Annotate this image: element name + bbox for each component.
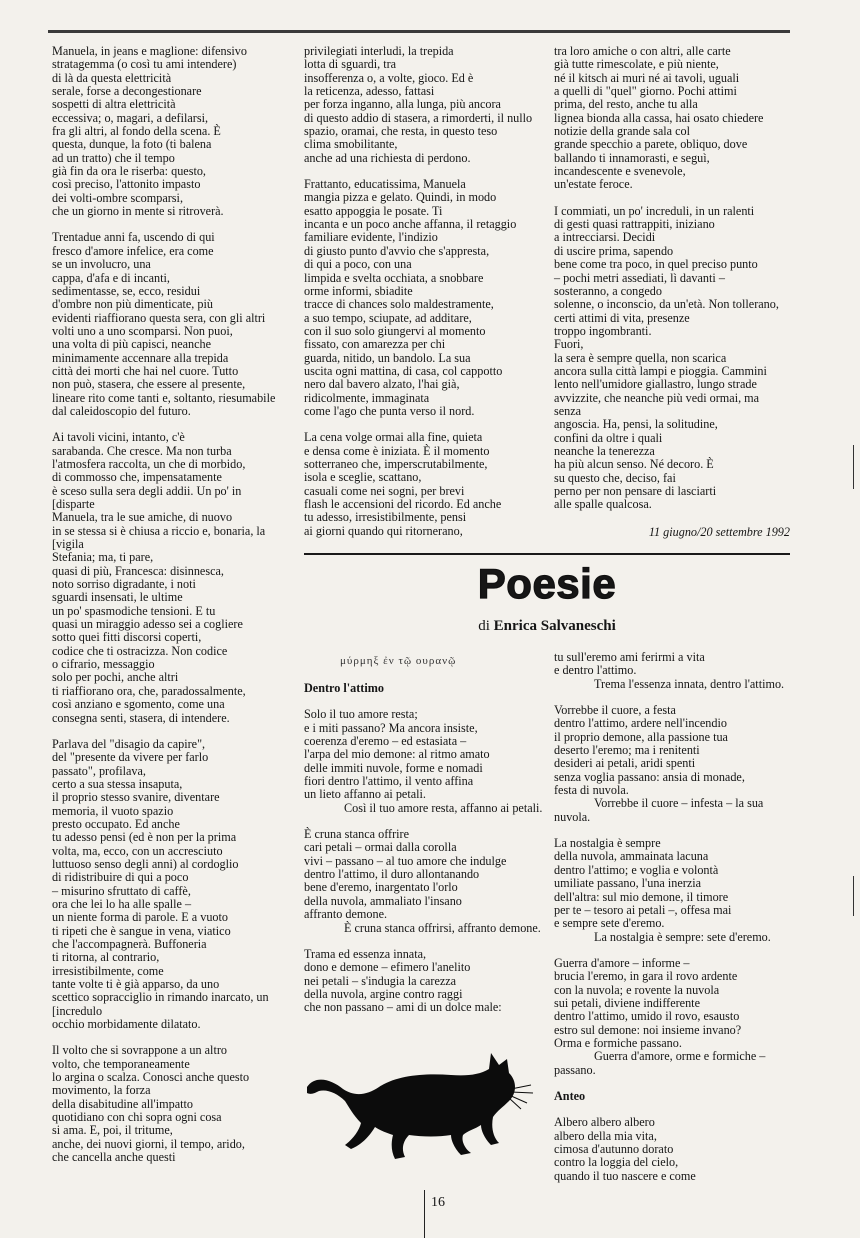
top-rule — [48, 30, 790, 33]
prose-paragraph: privilegiati interludi, la trepida lotta di sguardi, tra insofferenza o, a volte, gioco. Ed è la reticenza, adesso, fattasi per forza inganno, alla lunga, più ancora di questo addio di stasera, a rimorderti, il nullo spazio, oramai, che resta, in questo teso clima smobilitante, anche ad una richiesta di perdono. — [304, 44, 533, 165]
margin-bracket — [845, 876, 854, 916]
poem-stanza: Guerra d'amore – informe – brucia l'eremo, in gara il rovo ardente con la nuvola; e rovente la nuvola sui petali, diviene indifferente dentro l'attimo, umido il rovo, esausto estro sul demone: noi insieme invano? Orma e formiche passano. Guerra d'amore, orme e formiche – passano. — [554, 955, 766, 1077]
prose-paragraph: I commiati, un po' increduli, in un ralenti di gesti quasi rattrappiti, iniziano a intrecciarsi. Decidi di uscire prima, sapendo bene come tra poco, in quel preciso punto – pochi metri assediati, lì davanti – sosteranno, a congedo solenne, o inconscio, da un'età. Non tollerano, certi attimi di vita, presenze troppo ingombranti. Fuori, la sera è sempre quella, non scarica ancora sulla città lampi e pioggia. Cammini lento nell'umidore giallastro, lungo strade avvizzite, che neanche più vedi ormai, ma senza angoscia. Ha, pensi, la solitudine, confini da oltre i quali neanche la tenerezza ha più alcun senso. Né decoro. È su questo che, deciso, fai perno per non pensare di lasciarti alle spalle qualcosa. — [554, 203, 779, 512]
poem-title: Dentro l'attimo — [304, 681, 384, 695]
poem-stanza: Solo il tuo amore resta; e i miti passano? Ma ancora insiste, coerenza d'eremo – ed estasiata – l'arpa del mio demone: al ritmo amato delle immiti nuvole, forme e nomadi fiori dentro l'attimo, il vento affina un lieto affanno ai petali. Così il tuo amore resta, affanno ai petali. — [304, 707, 543, 815]
prose-paragraph: Trentadue anni fa, uscendo di qui fresco d'amore infelice, era come se un involucro, una cappa, d'afa e di incanti, sedimentasse, se, ecco, residui d'ombre non più dimenticate, più evidenti riaffiorano questa sera, con gli altri volti uno a uno scomparsi. Non puoi, una volta di più capisci, neanche minimamente accennare alla trepida città dei morti che hai nel cuore. Tutto non può, stasera, che essere al presente, lineare rito come tanti e, soltanto, riesumabile dal caleidoscopio del futuro. — [52, 230, 276, 418]
cat-silhouette-icon — [305, 1045, 535, 1165]
poem-column-left — [304, 682, 544, 1028]
poem-refrain: Così il tuo amore resta, affanno ai petali. — [344, 800, 543, 815]
poem-refrain: È cruna stanca offrirsi, affranto demone. — [344, 920, 541, 935]
prose-paragraph: La cena volge ormai alla fine, quieta e densa come è iniziata. È il momento sotterraneo che, imperscrutabilmente, isola e sceglie, scattano, casuali come nei sogni, per brevi flash le accensioni del ricordo. Ed anche tu adesso, irresistibilmente, pensi ai giorni quando qui ritornerano, — [304, 430, 502, 538]
poem-column-right — [554, 651, 794, 1196]
author-name: Enrica Salvaneschi — [493, 618, 616, 634]
poem-refrain: La nostalgia è sempre: sete d'eremo. — [594, 929, 771, 944]
prose-paragraph: Ai tavoli vicini, intanto, c'è sarabanda. Che cresce. Ma non turba l'atmosfera raccolta, un che di morbido, di commosso che, impensatamente è sceso sulla sera degli addii. Un po' in [disparte Manuela, tra le sue amiche, di nuovo in se stessa si è chiusa a riccio e, bonaria, la [vigila Stefania; ma, ti pare, quasi di più, Francesca: disinnesca, noto sorriso digradante, i noti sguardi insensati, le ultime un po' spasmodiche tensioni. E tu quasi un miraggio adesso sei a cogliere sotto quei fitti discorsi coperti, codice che ti ostracizza. Non codice o cifrario, messaggio solo per pochi, anche altri ti riaffiorano ora, che, paradossalmente, così anziano e sgomento, come una consegna senti, stasera, di intendere. — [52, 430, 266, 725]
greek-epigraph: μύρμηξ ἐν τῷ ουρανῷ — [340, 655, 457, 667]
poem-stanza: Albero albero albero albero della mia vita, cimosa d'autunno dorato contro la loggia del cielo, quando il tuo nascere e come — [554, 1115, 696, 1183]
prose-paragraph: Manuela, in jeans e maglione: difensivo stratagemma (o così tu ami intendere) di là da questa elettricità serale, forse a decongestionare sospetti di altra elettricità eccessiva; o, magari, a defilarsi, fra gli altri, al fondo della scena. È questa, dunque, la foto (ti balena ad un tratto) che il tempo già fin da ora le riserba: questo, così preciso, l'attonito impasto dei volti-ombre scomparsi, che un giorno in mente si ritroverà. — [52, 44, 247, 219]
section-rule — [304, 553, 790, 555]
poem-stanza: Vorrebbe il cuore, a festa dentro l'attimo, ardere nell'incendio il proprio demone, alla passione tua deserto l'eremo; ma i renitenti desideri ai petali, aridi spenti senza voglia passano: ansia di monade, festa di nuvola. Vorrebbe il cuore – infesta – la sua nuvola. — [554, 703, 764, 824]
author-line — [304, 618, 790, 635]
prose-paragraph: Parlava del "disagio da capire", del "presente da vivere per farlo passato", profilava, certo a sua stessa insaputa, il proprio stesso svanire, diventare memoria, il vuoto spazio presto occupato. Ed anche tu adesso pensi (ed è non per la prima volta, ma, ecco, con un accresciuto luttuoso senso degli anni) al cordoglio di ridistribuire di qui a poco – misurino sfruttato di caffè, ora che lei lo ha alle spalle – un niente forma di parole. E a vuoto ti ripeti che è sangue in vena, viatico che l'accompagnerà. Buffoneria ti ritorna, al contrario, irresistibilmente, come tante volte ti è già apparso, da uno scettico sopracciglio in rimando inarcato, un [incredulo occhio morbidamente dilatato. — [52, 736, 269, 1032]
author-prefix: di — [478, 618, 490, 634]
poem-title: Anteo — [554, 1088, 586, 1103]
prose-paragraph: tra loro amiche o con altri, alle carte già tutte rimescolate, e più niente, né il kitsch ai muri né ai tavoli, uguali a quelli di "quel" giorno. Pochi attimi prima, del resto, anche tu alla lignea bionda alla cassa, hai osato chiedere notizie della grande sala col grande specchio a parete, obliquo, dove ballando ti innamorasti, e seguì, incandescente e svenevole, un'estate feroce. — [554, 44, 764, 192]
poem-refrain: Trema l'essenza innata, dentro l'attimo. — [594, 676, 785, 691]
margin-bracket — [845, 445, 854, 489]
poem-stanza: È cruna stanca offrire cari petali – ormai dalla corolla vivi – passano – al tuo amore che indulge dentro l'attimo, il duro allontanando bene d'eremo, inargentato l'orlo della nuvola, ammaliato l'insano affranto demone. È cruna stanca offrirsi, affranto demone. — [304, 827, 541, 935]
prose-column-left — [52, 45, 292, 1178]
prose-paragraph: Il volto che si sovrappone a un altro volto, che temporaneamente lo argina o scalza. Conosci anche questo movimento, la forza della disabitudine all'impatto quotidiano con chi sopra ogni cosa si ama. E, poi, il tritume, anche, dei nuovi giorni, il tempo, arido, che cancella anche questi — [52, 1043, 250, 1165]
date-line: 11 giugno/20 settembre 1992 — [648, 525, 790, 539]
poem-stanza: Trama ed essenza innata, dono e demone – efimero l'anelito nei petali – s'indugia la carezza della nuvola, argine contro raggi che non passano – ami di un dolce male: — [304, 946, 502, 1015]
prose-column-middle — [304, 45, 540, 551]
page-divider — [424, 1190, 425, 1238]
page-number: 16 — [431, 1195, 445, 1210]
prose-column-right — [554, 45, 794, 525]
poem-stanza: La nostalgia è sempre della nuvola, ammainata lacuna dentro l'attimo; e voglia e volontà umiliate passano, l'una inerzia dell'altra: sul mio demone, il timore per te – tesoro ai petali –, offesa mai e sempre sete d'eremo. La nostalgia è sempre: sete d'eremo. — [554, 836, 771, 944]
section-title: Poesie — [477, 560, 617, 607]
poem-refrain: Vorrebbe il cuore – infesta – la sua nuvola. — [554, 796, 764, 824]
poem-refrain: Guerra d'amore, orme e formiche – passano. — [554, 1049, 766, 1077]
poem-stanza: tu sull'eremo ami ferirmi a vita e dentro l'attimo. Trema l'essenza innata, dentro l'attimo. — [554, 650, 785, 691]
prose-paragraph: Frattanto, educatissima, Manuela mangia pizza e gelato. Quindi, in modo esatto appoggia le posate. Ti incanta e un poco anche affanna, il retaggio familiare evidente, l'indizio di giusto punto d'avvio che s'appresta, di qui a poco, con una limpida e svelta occhiata, a snobbare orme informi, sbiadite tracce di chances solo maldestramente, a suo tempo, sciupate, ad additare, con il suo solo giungervi al momento fissato, con amarezza per chi guarda, nitido, un bandolo. La sua uscita ogni mattina, di casa, col cappotto nero dal bavero alzato, l'hai già, ridicolmente, immaginata come l'ago che punta verso il nord. — [304, 177, 517, 418]
